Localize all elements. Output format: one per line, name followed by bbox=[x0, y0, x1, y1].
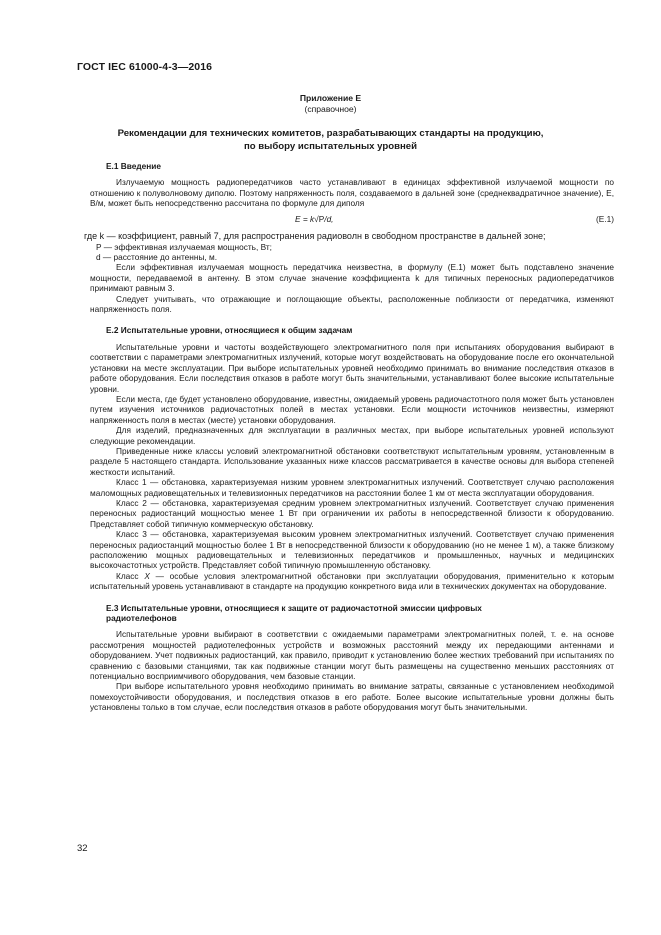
section-e1-paragraph-2: Если эффективная излучаемая мощность передатчика неизвестна, в формулу (Е.1) может быть подставлено значение мощности, передаваемой в антенну. В этом случае значение коэффициента k для типичных переносных радиопередатчиков принимают равным 3. bbox=[90, 262, 614, 294]
section-e3-heading-line1: Е.3 Испытательные уровни, относящиеся к защите от радиочастотной эмиссии цифровых bbox=[106, 602, 482, 613]
class-2-description: Класс 2 — обстановка, характеризуемая средним уровнем электромагнитных излучений. Соответствует случаю применения переносных радиостанций мощностью менее 1 Вт при ограничении их работы в непосредственной близости к оборудованию. Представляет собой типичную коммерческую обстановку. bbox=[90, 497, 614, 529]
annex-subtitle: (справочное) bbox=[304, 104, 357, 114]
class-x-text: — особые условия электромагнитной обстановки при эксплуатации оборудования, применительно к которым испытательный уровень устанавливают в стандарте на продукцию конкретного вида или в технических документах на оборудование. bbox=[90, 570, 614, 592]
section-e2-paragraph-1: Испытательные уровни и частоты воздействующего электромагнитного поля при испытаниях оборудования выбирают в соответствии с параметрами электромагнитных излучений, которые могут воздействовать на оборудование после его окончательной установки на месте эксплуатации. При выборе испытательных уровней необходимо принимать во внимание последствия отказов в работе оборудования. Если последствия отказов в работе могут быть значительными, устанавливают более высокие испытательные уровни. bbox=[90, 341, 614, 394]
class-3-description: Класс 3 — обстановка, характеризуемая высоким уровнем электромагнитных излучений. Соответствует случаю применения переносных радиостанций мощностью более 1 Вт в непосредственной близости к оборудованию (но не менее 1 м), а также близкому расположению мощных радиовещательных и телевизионных передатчиков и промышленных, научных и медицинских высокочастотных устройств. Представляет собой типичную промышленную обстановку. bbox=[90, 529, 614, 571]
main-title-line2: по выбору испытательных уровней bbox=[243, 141, 418, 152]
formula-e1 bbox=[90, 212, 614, 231]
section-e3-paragraph-1: Испытательные уровни выбирают в соответствии с ожидаемыми параметрами электромагнитных полей, т. е. на основе рассмотрения мощностей радиотелефонных устройств и возможных расстояний между их передающими антеннами и оборудованием. Учет подвижных радиостанций, как правило, приводит к установлению более жестких требований при испытаниях по сравнению с базовыми станциями, так как подвижные станции могут быть размещены на существенно меньших расстояниях от потенциально восприимчивого оборудования, чем базовые станции. bbox=[90, 629, 614, 682]
page-number: 32 bbox=[77, 843, 88, 854]
formula-lhs: E bbox=[295, 213, 301, 224]
section-e1-heading: Е.1 Введение bbox=[106, 161, 161, 171]
class-1-description: Класс 1 — обстановка, характеризуемая низким уровнем электромагнитных излучений. Соответствует случаю расположения маломощных радиовещательных и телевизионных передатчиков на расстоянии более 1 км от места эксплуатации оборудования. bbox=[90, 477, 614, 498]
formula-rest: /d, bbox=[324, 213, 334, 224]
formula-eq: = k bbox=[302, 213, 315, 224]
main-title-line1: Рекомендации для технических комитетов, разрабатывающих стандарты на продукцию, bbox=[117, 128, 544, 139]
formula-expression bbox=[295, 214, 334, 224]
section-e3-heading-line2: радиотелефонов bbox=[106, 613, 177, 624]
class-x-letter: X bbox=[144, 570, 150, 581]
where-k: где k — коэффициент, равный 7, для распространения радиоволн в свободном пространстве в дальней зоне; bbox=[84, 230, 546, 241]
section-e2-paragraph-3: Для изделий, предназначенных для эксплуатации в различных местах, при выборе испытательных уровней используют следующие рекомендации. bbox=[90, 425, 614, 446]
section-e2-paragraph-2: Если места, где будет установлено оборудование, известны, ожидаемый уровень радиочастотного поля может быть установлен путем изучения источников радиочастотных полей в местах установки. Если мощности источников неизвестны, измеряют напряженность поля в местах (месте) установки оборудования. bbox=[90, 393, 614, 425]
section-e1-paragraph-3: Следует учитывать, что отражающие и поглощающие объекты, расположенные поблизости от передатчика, изменяют напряженность поля. bbox=[90, 293, 614, 315]
section-e3-heading bbox=[90, 603, 614, 624]
section-e1-paragraph-1: Излучаемую мощность радиопередатчиков часто устанавливают в единицах эффективной излучаемой мощности по отношению к полуволновому диполю. Поэтому напряженность поля, создаваемого в дальней зоне (среднеквадратичное значение), E, В/м, может быть непосредственно рассчитана по формуле для диполя bbox=[90, 177, 614, 209]
formula-number: (Е.1) bbox=[596, 213, 614, 224]
annex-title: Приложение Е bbox=[299, 93, 362, 103]
annex-title-block bbox=[0, 93, 661, 115]
document-body bbox=[84, 161, 614, 713]
standard-header: ГОСТ IEC 61000-4-3—2016 bbox=[77, 61, 213, 73]
section-e2-heading: Е.2 Испытательные уровни, относящиеся к общим задачам bbox=[106, 325, 353, 336]
where-p: P — эффективная излучаемая мощность, Вт; bbox=[96, 241, 272, 252]
class-x-prefix: Класс bbox=[116, 570, 139, 581]
section-e2-paragraph-4: Приведенные ниже классы условий электромагнитной обстановки соответствуют испытательным уровням, установленным в разделе 5 настоящего стандарта. Использование указанных ниже классов рассматривается в качестве основы для выбора степеней жесткости испытаний. bbox=[90, 445, 614, 477]
main-title bbox=[0, 127, 661, 153]
section-e3-paragraph-2: При выборе испытательного уровня необходимо принимать во внимание затраты, связанные с установлением необходимой помехоустойчивости оборудования, и последствия отказов в его работе. Более высокие испытательные уровни должны быть установлены только в том случае, если последствия отказов в работе оборудования могут быть значительными. bbox=[90, 681, 614, 713]
formula-sqrt: √P bbox=[314, 213, 325, 224]
where-d: d — расстояние до антенны, м. bbox=[96, 252, 218, 263]
class-x-description bbox=[90, 571, 614, 592]
